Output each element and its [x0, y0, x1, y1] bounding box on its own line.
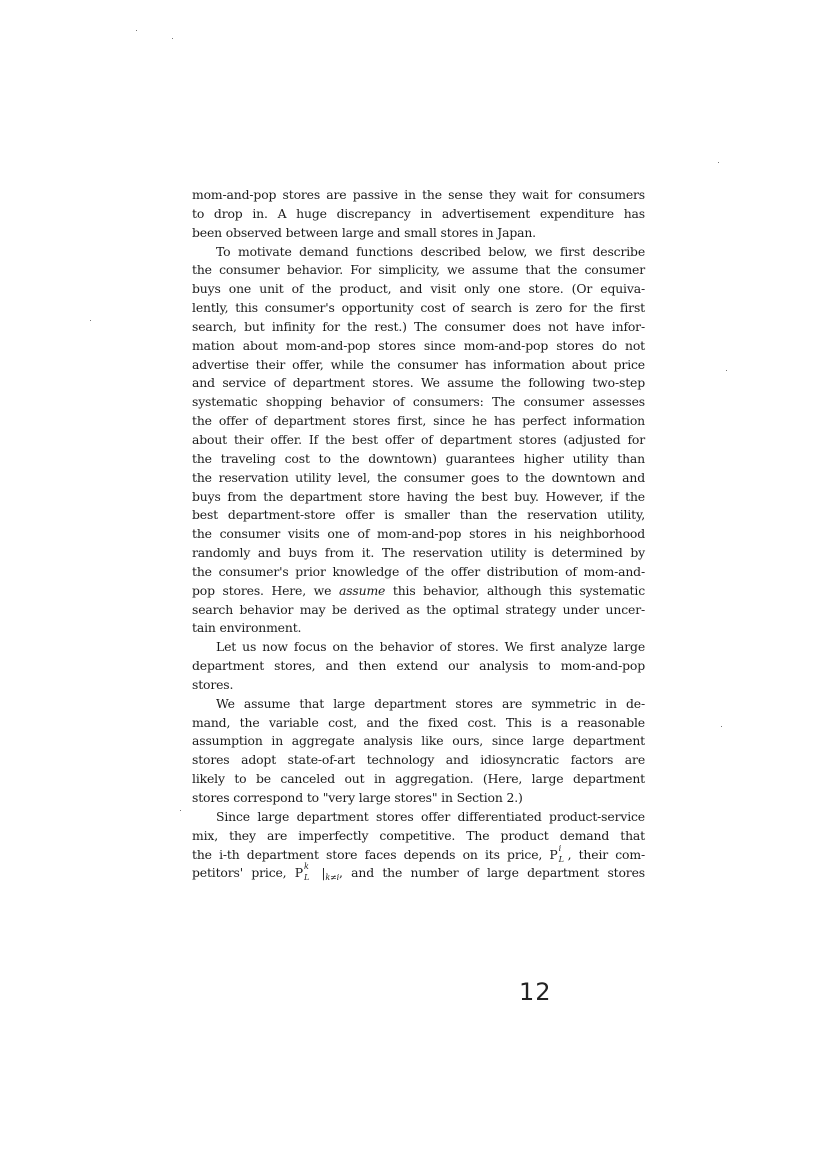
- text-line: We assume that large department stores are symmetric in de-: [216, 695, 645, 711]
- math-bar-subscript: k≠i: [325, 873, 340, 883]
- text-line: best department-store offer is smaller than the reservation utility,: [192, 507, 645, 523]
- body-text: [192, 186, 645, 883]
- math-subscript: L: [558, 854, 564, 864]
- text-line: assumption in aggregate analysis like ours, since large department: [192, 733, 645, 749]
- text-line: tain environment.: [192, 620, 302, 636]
- math-text-line: [192, 864, 645, 883]
- scan-speck: [172, 38, 173, 39]
- text-line: advertise their offer, while the consumer has information about price: [192, 356, 645, 372]
- math-line-post: , their com-: [567, 846, 645, 862]
- text-line: search behavior may be derived as the optimal strategy under uncer-: [192, 601, 645, 617]
- text-line: stores.: [192, 676, 234, 692]
- math-line-pre: the i-th department store faces depends on its price, P: [192, 846, 558, 862]
- text-line: to drop in. A huge discrepancy in advertisement expenditure has: [192, 205, 645, 221]
- text-line: Since large department stores offer differentiated product-service: [216, 808, 645, 824]
- text-line: about their offer. If the best offer of department stores (adjusted for: [192, 431, 645, 447]
- text-line: been observed between large and small stores in Japan.: [192, 224, 536, 240]
- text-line: stores adopt state-of-art technology and idiosyncratic factors are: [192, 752, 645, 768]
- text-line: Let us now focus on the behavior of stores. We first analyze large: [216, 639, 645, 655]
- page-number: 12: [519, 978, 552, 1006]
- math-line2-sup-sub: [303, 862, 313, 883]
- text-line: mix, they are imperfectly competitive. The product demand that: [192, 827, 645, 843]
- scan-speck: [90, 320, 91, 321]
- math-text-line: [192, 843, 645, 865]
- text-line: buys one unit of the product, and visit only one store. (Or equiva-: [192, 281, 645, 297]
- math-superscript: i: [558, 843, 562, 853]
- text-line: the traveling cost to the downtown) guarantees higher utility than: [192, 450, 645, 466]
- text-line: To motivate demand functions described below, we first describe: [216, 243, 645, 259]
- text-line: mand, the variable cost, and the fixed cost. This is a reasonable: [192, 714, 645, 730]
- text-line: stores correspond to "very large stores" in Section 2.): [192, 790, 523, 805]
- text-line: the consumer visits one of mom-and-pop stores in his neighborhood: [192, 526, 645, 542]
- text-line: mom-and-pop stores are passive in the sense they wait for consumers: [192, 187, 645, 202]
- text-line: the consumer behavior. For simplicity, we assume that the consumer: [192, 262, 645, 278]
- text-line: mation about mom-and-pop stores since mom-and-pop stores do not: [192, 337, 645, 353]
- text-line: the consumer's prior knowledge of the offer distribution of mom-and-: [192, 563, 645, 579]
- scan-speck: [136, 30, 137, 31]
- text-line: systematic shopping behavior of consumers: The consumer assesses: [192, 394, 645, 410]
- text-line: the offer of department stores first, since he has perfect information: [192, 413, 645, 429]
- text-line: randomly and buys from it. The reservation utility is determined by: [192, 545, 645, 561]
- text-line: and service of department stores. We assume the following two-step: [192, 375, 645, 391]
- text-line: department stores, and then extend our analysis to mom-and-pop: [192, 658, 645, 674]
- math-line2-pre: petitors' price, P: [192, 865, 303, 881]
- math-subscript: L: [303, 873, 310, 883]
- text-line: lently, this consumer's opportunity cost of search is zero for the first: [192, 300, 645, 316]
- text-line: the reservation utility level, the consumer goes to the downtown and: [192, 469, 645, 485]
- math-superscript: k: [303, 862, 309, 872]
- math-line2-post: , and the number of large department stores: [339, 865, 645, 881]
- scan-speck: [726, 370, 727, 371]
- math-line-sup-sub: [558, 843, 568, 864]
- scan-speck: [721, 726, 722, 727]
- emphasized-word: assume: [338, 582, 386, 598]
- text-line: pop stores. Here, we assume this behavior, although this systematic: [192, 582, 645, 598]
- text-line: search, but infinity for the rest.) The consumer does not have infor-: [192, 318, 645, 334]
- math-bar: |: [312, 865, 326, 881]
- text-line: likely to be canceled out in aggregation. (Here, large department: [192, 771, 645, 787]
- text-line: buys from the department store having the best buy. However, if the: [192, 488, 645, 504]
- scan-speck: [180, 810, 181, 811]
- scan-speck: [718, 162, 719, 163]
